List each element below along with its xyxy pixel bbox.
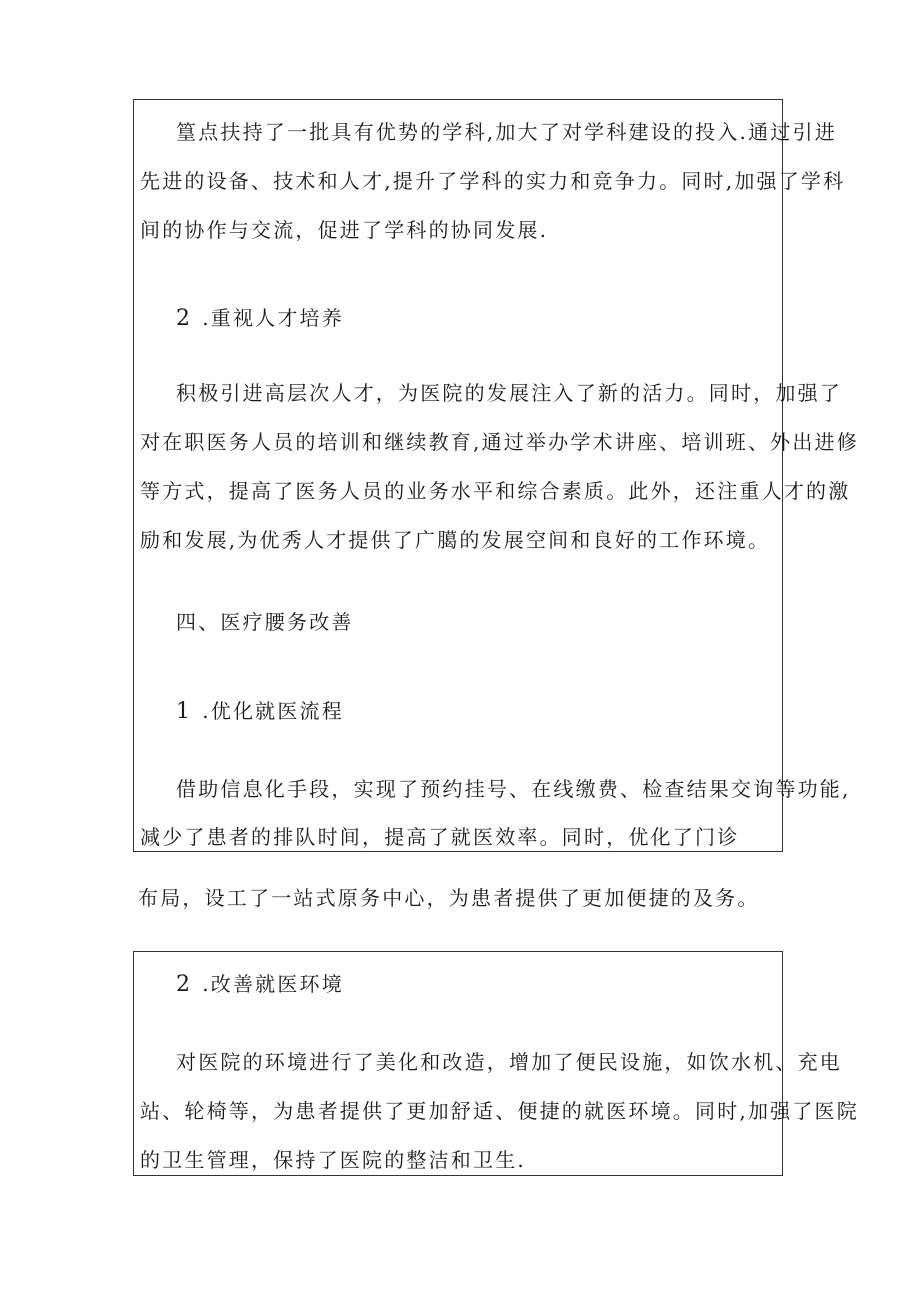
- subheading-text: .优化就医流程: [202, 699, 344, 723]
- paragraph-line: 励和发展,为优秀人才提供了广臈的发展空间和良好的工作环境。: [140, 528, 771, 552]
- paragraph-line: 的卫生管理，保持了医院的整洁和卫生.: [140, 1148, 526, 1172]
- section-heading: 四、医疗腰务改善: [176, 610, 354, 634]
- paragraph-line: 等方式，提高了医务人员的业务水平和综合素质。此外，还注重人才的激: [140, 479, 851, 503]
- paragraph-line: 篁点扶持了一批具有优势的学科,加大了对学科建设的投入.通过引进: [176, 120, 837, 144]
- paragraph-line: 间的协作与交流，促进了学科的协同发展.: [140, 218, 549, 242]
- paragraph-line: 积极引进高层次人才，为医院的发展注入了新的活力。同时，加强了: [176, 381, 842, 405]
- text-frame-bottom: [133, 951, 859, 1176]
- subheading-process: [176, 697, 776, 726]
- paragraph-line-outside: 布局，设工了一站式原务中心，为患者提供了更加便捷的及务。: [138, 886, 760, 910]
- paragraph-line: 对在职医务人员的培训和继续教育,通过举办学术讲座、培训班、外出进修: [140, 430, 859, 454]
- text-frame-top: [133, 99, 859, 852]
- subheading-text: .重视人才培养: [202, 306, 344, 330]
- subheading-number: 2: [176, 972, 193, 997]
- subheading-number: 2: [176, 306, 193, 331]
- paragraph-line: 减少了患者的排队时间，提高了就医效率。同时，优化了门诊: [140, 825, 740, 849]
- paragraph-line: 站、轮椅等，为患者提供了更加舒适、便捷的就医环境。同时,加强了医院: [140, 1099, 859, 1123]
- subheading-talent: [176, 304, 776, 333]
- subheading-text: .改善就医环境: [202, 972, 344, 996]
- paragraph-line: 借助信息化手段，实现了预约挂号、在线缴费、检查结果交询等功能,: [176, 777, 851, 801]
- subheading-environment: [176, 970, 776, 999]
- subheading-number: 1: [176, 699, 193, 724]
- paragraph-line: 对医院的环境进行了美化和改造，增加了便民设施，如饮水机、充电: [176, 1050, 842, 1074]
- paragraph-line: 先进的设备、技术和人才,提升了学科的实力和竞争力。同时,加强了学科: [140, 169, 846, 193]
